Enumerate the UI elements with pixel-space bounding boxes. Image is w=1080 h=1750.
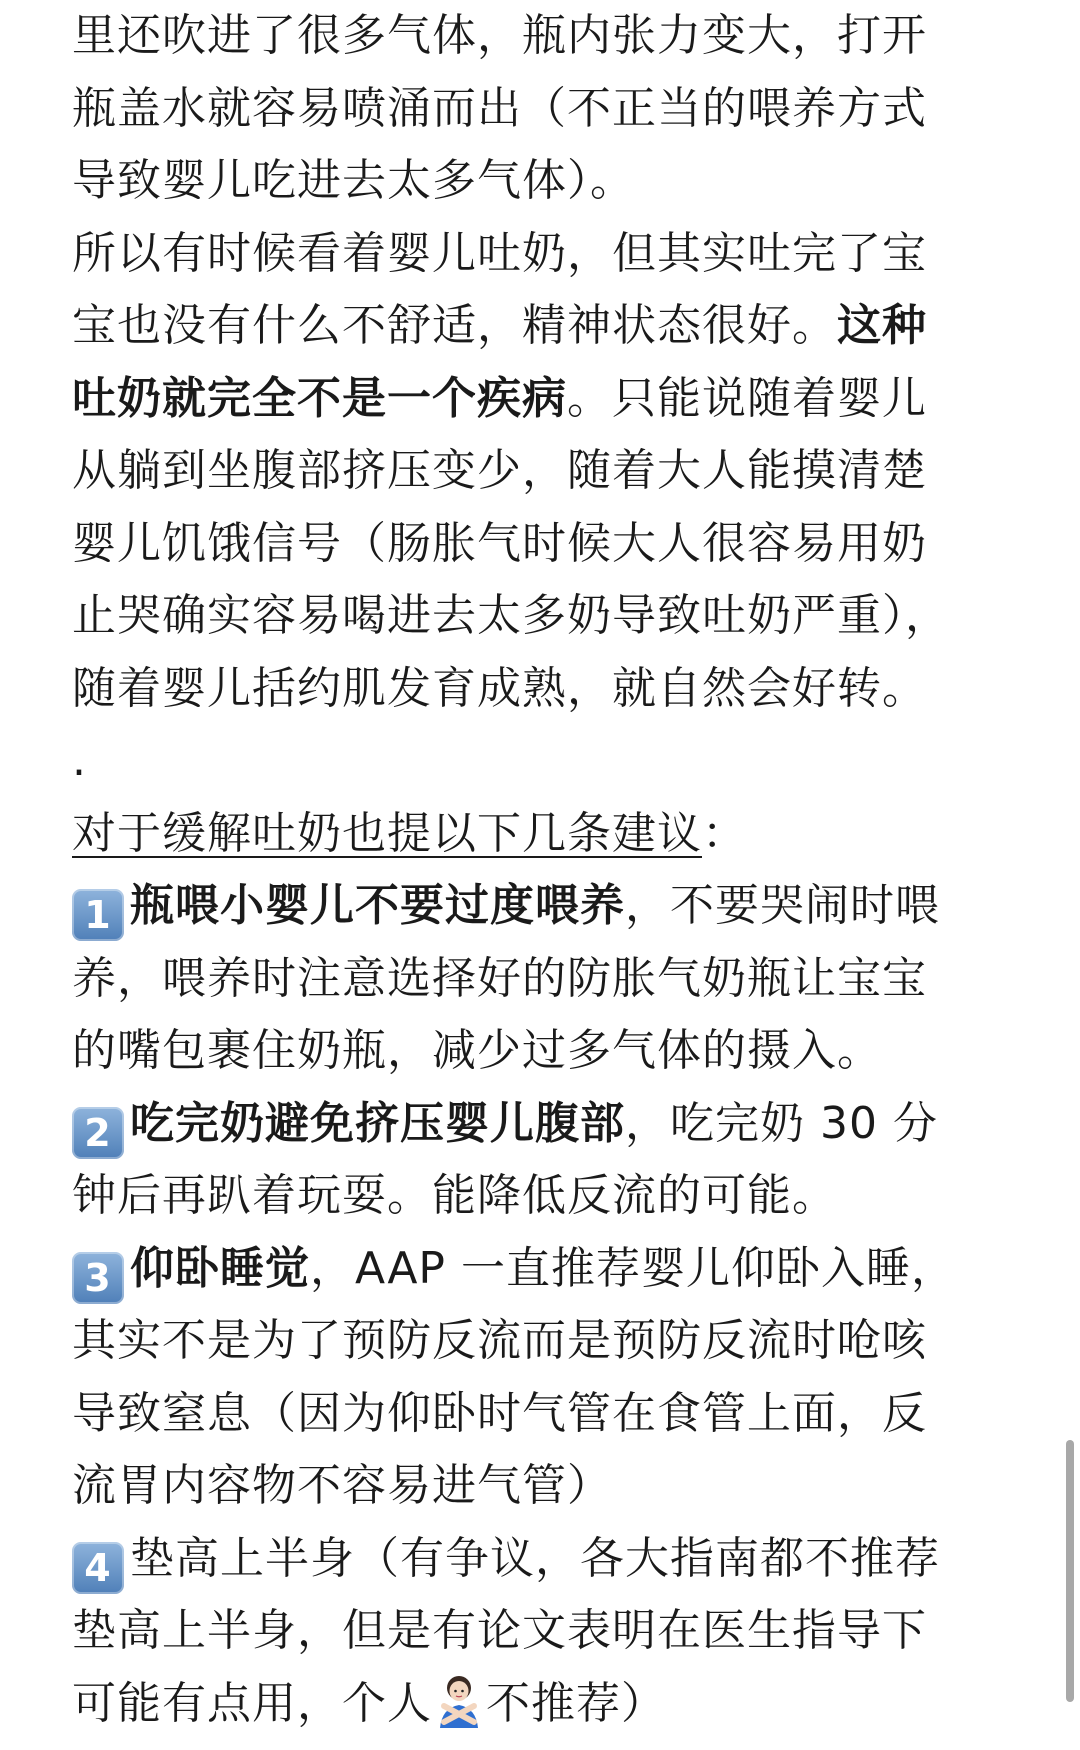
- bold-text: 这种: [837, 300, 927, 351]
- text-line: 垫高上半身，但是有论文表明在医生指导下: [72, 1605, 927, 1656]
- keycap-4-icon: 4: [72, 1542, 124, 1594]
- text-line: 其实不是为了预防反流而是预防反流时呛咳: [72, 1315, 927, 1366]
- tip-2-line: [72, 1088, 1032, 1161]
- text-line: [72, 290, 1032, 363]
- text-line: 瓶盖水就容易喷涌而出（不正当的喂养方式: [72, 82, 927, 134]
- heading-text: 对于缓解吐奶也提以下几条建议: [72, 807, 702, 859]
- tip-title: 瓶喂小婴儿不要过度喂养: [130, 880, 625, 931]
- text-line: 钟后再趴着玩耍。能降低反流的可能。: [72, 1170, 837, 1221]
- text-line: [72, 363, 1032, 436]
- text-line: 里还吹进了很多气体，瓶内张力变大，打开: [72, 10, 927, 61]
- bold-text: 吐奶就完全不是一个疾病: [72, 372, 567, 424]
- text-line: 流胃内容物不容易进气管）: [72, 1460, 612, 1511]
- text-line: 所以有时候看着婴儿吐奶，但其实吐完了宝: [72, 227, 927, 279]
- text-span: 不推荐）: [486, 1677, 666, 1729]
- text-span: ，AAP 一直推荐婴儿仰卧入睡，: [310, 1242, 956, 1294]
- text-line: 随着婴儿括约肌发育成熟，就自然会好转。: [72, 662, 927, 714]
- heading-colon: ：: [702, 807, 747, 859]
- text-span: 宝也没有什么不舒适，精神状态很好。: [72, 300, 837, 351]
- keycap-2-icon: 2: [72, 1107, 124, 1159]
- text-line: 养，喂养时注意选择好的防胀气奶瓶让宝宝: [72, 952, 927, 1004]
- tip-title: 吃完奶避免挤压婴儿腹部: [130, 1097, 625, 1149]
- text-span: 可能有点用，个人: [72, 1677, 432, 1729]
- text-span: 垫高上半身（有争议，各大指南都不推荐: [130, 1532, 940, 1584]
- text-span: ，吃完奶 30 分: [625, 1097, 938, 1149]
- text-line: 的嘴包裹住奶瓶，减少过多气体的摄入。: [72, 1025, 882, 1076]
- text-span: 。只能说随着婴儿: [567, 372, 927, 424]
- separator-dot: .: [72, 735, 87, 786]
- scrollbar[interactable]: [1066, 1440, 1074, 1702]
- text-span: ，不要哭闹时喂: [625, 880, 940, 931]
- tip-title: 仰卧睡觉: [130, 1242, 310, 1294]
- person-gesturing-no-icon: [434, 1674, 484, 1728]
- text-line: 导致窒息（因为仰卧时气管在食管上面，反: [72, 1387, 927, 1439]
- keycap-1-icon: 1: [72, 889, 124, 941]
- tip-1-line: [72, 870, 1032, 943]
- section-heading: [72, 798, 1032, 871]
- text-line: [72, 1668, 1032, 1741]
- text-line: 婴儿饥饿信号（肠胀气时候大人很容易用奶: [72, 517, 927, 569]
- article-body: [72, 0, 1032, 1740]
- keycap-3-icon: 3: [72, 1252, 124, 1304]
- tip-4-line: [72, 1523, 1032, 1596]
- tip-3-line: [72, 1233, 1032, 1306]
- text-line: 止哭确实容易喝进去太多奶导致吐奶严重），: [72, 590, 950, 641]
- text-line: 导致婴儿吃进去太多气体）。: [72, 155, 635, 206]
- text-line: 从躺到坐腹部挤压变少，随着大人能摸清楚: [72, 445, 927, 496]
